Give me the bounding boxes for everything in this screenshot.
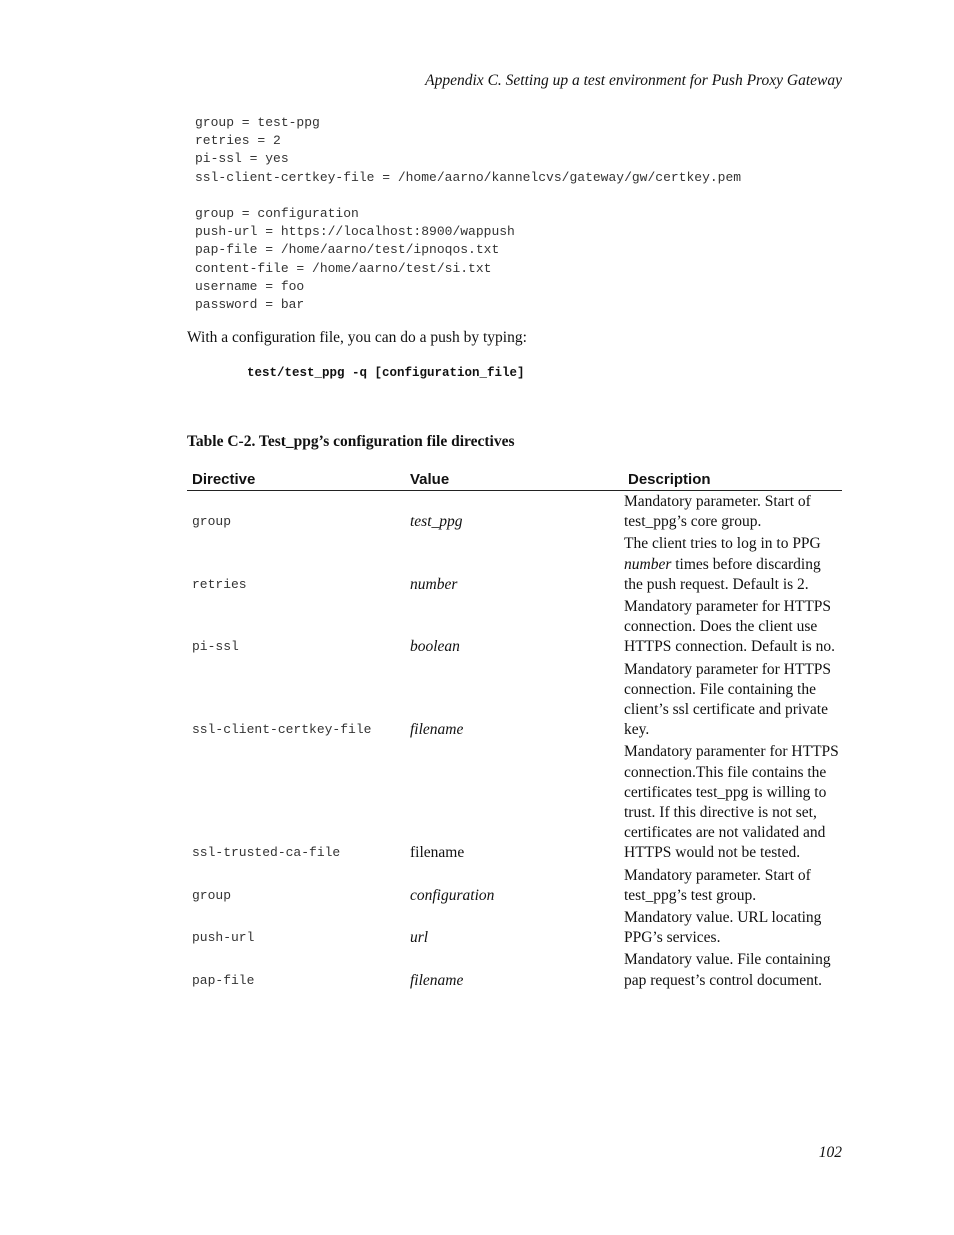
directive-cell: group bbox=[192, 514, 232, 530]
description-cell bbox=[623, 865, 842, 907]
code-line: group = configuration bbox=[195, 205, 359, 221]
description-text: Mandatory value. File containing pap request’s control document. bbox=[624, 951, 831, 989]
intro-paragraph: With a configuration file, you can do a push by typing: bbox=[187, 329, 527, 346]
directive-cell: retries bbox=[192, 576, 247, 592]
directive-cell: push-url bbox=[192, 930, 255, 946]
table-row bbox=[187, 865, 842, 907]
description-cell bbox=[623, 659, 842, 742]
code-line bbox=[195, 187, 741, 205]
code-line: retries = 2 bbox=[195, 133, 281, 149]
description-cell bbox=[623, 533, 842, 596]
description-text: Mandatory value. URL locating PPG’s services. bbox=[624, 909, 822, 947]
description-text: Mandatory paramenter for HTTPS connection.This file contains the certificates test_ppg is willing to trust. If this directive is not set, certificates are not validated and HTTPS would not be tested. bbox=[624, 743, 839, 862]
code-line: ssl-client-certkey-file = /home/aarno/kannelcvs/gateway/gw/certkey.pem bbox=[195, 169, 742, 185]
column-header-description: Description bbox=[623, 468, 842, 491]
code-line: push-url = https://localhost:8900/wappush bbox=[195, 224, 515, 240]
description-text: Mandatory parameter for HTTPS connection. Does the client use HTTPS connection. Default is no. bbox=[624, 598, 835, 656]
code-line: pi-ssl = yes bbox=[195, 151, 289, 167]
directives-table bbox=[187, 468, 842, 992]
description-cell bbox=[623, 907, 842, 949]
description-cell bbox=[623, 596, 842, 659]
table-body bbox=[187, 491, 842, 992]
running-header: Appendix C. Setting up a test environment for Push Proxy Gateway bbox=[425, 72, 842, 89]
directive-cell: pi-ssl bbox=[192, 639, 239, 655]
description-text: Mandatory parameter. Start of test_ppg’s test group. bbox=[624, 866, 811, 904]
value-cell: configuration bbox=[410, 886, 495, 904]
column-header-value: Value bbox=[405, 468, 623, 491]
value-cell: boolean bbox=[410, 638, 460, 656]
value-cell: filename bbox=[410, 721, 464, 739]
description-cell bbox=[623, 491, 842, 534]
table-row bbox=[187, 491, 842, 534]
description-cell bbox=[623, 741, 842, 864]
table-row bbox=[187, 949, 842, 991]
command-example: test/test_ppg -q [configuration_file] bbox=[247, 366, 525, 380]
description-text: The client tries to log in to PPG bbox=[624, 535, 821, 553]
description-text: Mandatory parameter. Start of test_ppg’s core group. bbox=[624, 493, 811, 531]
code-line: pap-file = /home/aarno/test/ipnoqos.txt bbox=[195, 242, 500, 258]
value-cell: number bbox=[410, 575, 458, 593]
directive-cell: ssl-client-certkey-file bbox=[192, 722, 372, 738]
value-cell: url bbox=[410, 929, 429, 947]
directive-cell: ssl-trusted-ca-file bbox=[192, 845, 341, 861]
table-row bbox=[187, 907, 842, 949]
code-line: username = foo bbox=[195, 278, 305, 294]
value-cell: test_ppg bbox=[410, 513, 463, 531]
column-header-directive: Directive bbox=[187, 468, 405, 491]
table-row bbox=[187, 533, 842, 596]
table-caption: Table C-2. Test_ppg’s configuration file directives bbox=[187, 433, 515, 450]
table-row bbox=[187, 596, 842, 659]
table-header-row bbox=[187, 468, 842, 491]
table-row bbox=[187, 741, 842, 864]
description-text: times before discarding the push request. Default is 2. bbox=[624, 555, 821, 593]
code-line: group = test-ppg bbox=[195, 115, 320, 130]
value-cell: filename bbox=[410, 971, 464, 989]
description-cell bbox=[623, 949, 842, 991]
value-cell: filename bbox=[410, 844, 465, 862]
description-text: Mandatory parameter for HTTPS connection. File containing the client’s ssl certificate and private key. bbox=[624, 660, 832, 739]
directive-cell: pap-file bbox=[192, 972, 255, 988]
code-line: password = bar bbox=[195, 296, 305, 312]
page-number: 102 bbox=[818, 1144, 842, 1161]
table-row bbox=[187, 659, 842, 742]
config-code-block bbox=[195, 114, 741, 314]
directive-cell: group bbox=[192, 887, 232, 903]
description-emphasis: number bbox=[624, 555, 672, 573]
code-line: content-file = /home/aarno/test/si.txt bbox=[195, 260, 492, 276]
